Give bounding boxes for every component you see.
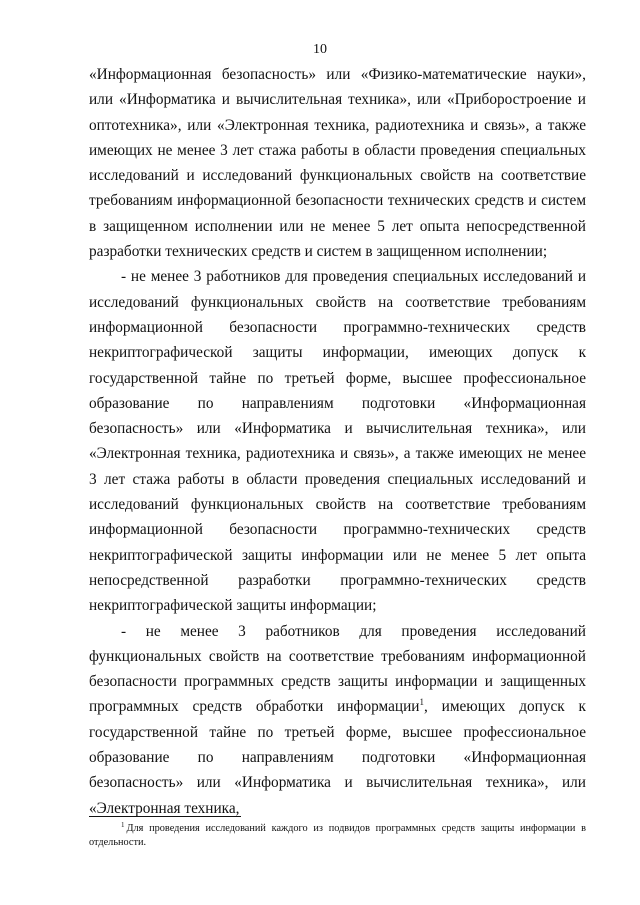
paragraph-software-staff	[89, 619, 586, 821]
footnote-separator	[89, 816, 241, 817]
footnote-reference[interactable]: 1	[419, 697, 424, 708]
paragraph-text-after-ref: , имеющих допуск к государственной тайне по третьей форме, высшее профессиональное образование по направлениям подготовки «Информационная безопасность» или «Информатика и вычислительная техника», или «Электронная техника,	[89, 698, 586, 817]
paragraph-software-hardware-staff: - не менее 3 работников для проведения специальных исследований и исследований функциональных свойств на соответствие требованиям информационной безопасности программно-технических средств некриптографической защиты информации, имеющих допуск к государственной тайне по третьей форме, высшее профессиональное образование по направлениям подготовки «Информационная безопасность» или «Информатика и вычислительная техника», или «Электронная техника, радиотехника и связь», а также имеющих не менее 3 лет стажа работы в области проведения специальных исследований и исследований функциональных свойств на соответствие требованиям информационной безопасности программно-технических средств некриптографической защиты информации или не менее 5 лет опыта непосредственной разработки программно-технических средств некриптографической защиты информации;	[89, 268, 586, 615]
page-number: 10	[313, 42, 327, 57]
footnote-text: Для проведения исследований каждого из подвидов программных средств защиты информации в отдельности.	[89, 823, 586, 848]
footnote-mark: 1	[121, 821, 125, 829]
footnote	[89, 822, 586, 850]
body-text	[89, 62, 586, 821]
paragraph-continuation: «Информационная безопасность» или «Физико-математические науки», или «Информатика и вычислительная техника», или «Приборостроение и оптотехника», или «Электронная техника, радиотехника и связь», а также имеющих не менее 3 лет стажа работы в области проведения специальных исследований и исследований функциональных свойств на соответствие требованиям информационной безопасности технических средств и систем в защищенном исполнении или не менее 5 лет опыта непосредственной разработки технических средств и систем в защищенном исполнении;	[89, 66, 586, 261]
paragraph-text-before-ref: - не менее 3 работников для проведения исследований функциональных свойств на соответствие требованиям информационной безопасности программных средств защиты информации и защищенных программных средств обработки информации	[89, 622, 586, 716]
